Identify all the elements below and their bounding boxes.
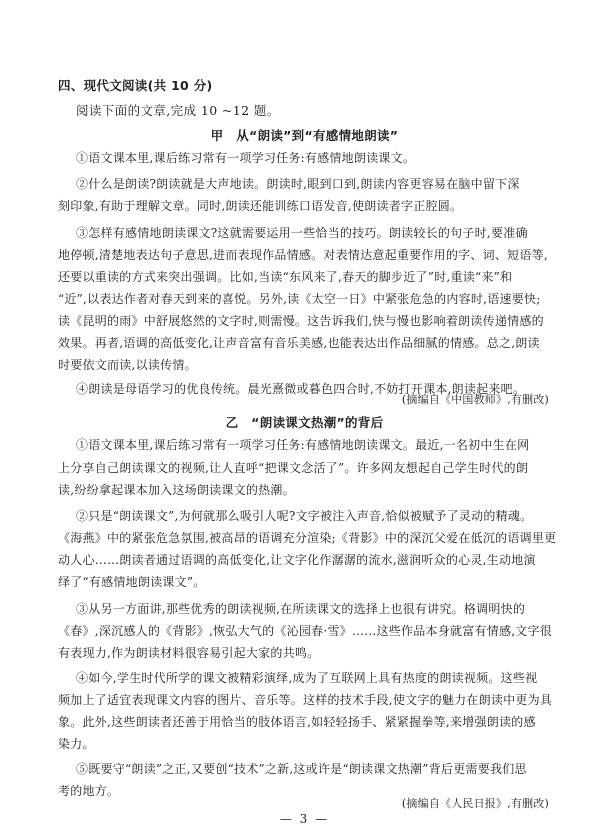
paragraph-line: 读《昆明的雨》中舒展悠然的文字时,则需慢。这告诉我们,快与慢也影响着朗读传递情感的: [58, 314, 544, 328]
paragraph-line: 考的地方。: [58, 784, 120, 798]
article-b-title: 乙 “朗读课文热潮”的背后: [225, 415, 384, 430]
paragraph-line: 频加上了适宜表现课文内容的图片、音乐等。这样的技术手段,使文字的魅力在朗读中更为具: [58, 693, 553, 707]
paragraph-line: ⑤既要守“朗读”之正,又要创“技术”之新,这或许是“朗读课文热潮”背后更需要我们思: [76, 762, 527, 776]
paragraph-line: 有表现力,作为朗读材料很容易引起大家的共鸣。: [58, 646, 320, 660]
article-a-source: (摘编自《中国教师》,有删改): [401, 393, 549, 406]
paragraph-line: ③从另一方面讲,那些优秀的朗读视频,在所读课文的选择上也很有讲究。格调明快的: [76, 602, 526, 616]
paragraph-line: ①语文课本里,课后练习常有一项学习任务:有感情地朗读课文。最近,一名初中生在网: [76, 438, 530, 452]
paragraph-line: ②什么是朗读?朗读就是大声地读。朗读时,眼到口到,朗读内容更容易在脑中留下深: [76, 177, 520, 191]
paragraph-line: 效果。再者,语调的高低变化,让声音富有音乐美感,也能表达出作品细腻的情感。总之,朗读: [58, 336, 540, 350]
paragraph-line: 动人心……朗读者通过语调的高低变化,让文字化作潺潺的流水,滋润听众的心灵,生动地演: [58, 553, 536, 567]
paragraph-line: ④如今,学生时代所学的课文被精彩演绎,成为了互联网上具有热度的朗读视频。这些视: [76, 671, 538, 685]
section-title: 四、现代文阅读(共 10 分): [58, 78, 213, 93]
paragraph-line: 《春》,深沉感人的《背影》,恢弘大气的《沁园春·雪》……这些作品本身就富有情感,文字很: [58, 624, 553, 638]
paragraph-line: ④朗读是母语学习的优良传统。晨光熹微或暮色四合时,不妨打开课本,朗读起来吧。: [76, 382, 526, 396]
paragraph-line: 还要以重读的方式来突出强调。比如,当读“东风来了,春天的脚步近了”时,重读“来”和: [58, 270, 513, 284]
paragraph-line: 上分享自己朗读课文的视频,让人直呼“把课文念活了”。许多网友想起自己学生时代的朗: [58, 461, 529, 475]
paragraph-line: ①语文课本里,课后练习常有一项学习任务:有感情地朗读课文。: [76, 151, 416, 165]
paragraph-line: 时要依文而读,以读传情。: [58, 358, 197, 372]
paragraph-line: 读,纷纷拿起课本加入这场朗读课文的热潮。: [58, 483, 295, 497]
paragraph-line: 刻印象,有助于理解文章。同时,朗读还能训练口语发音,使朗读者字正腔圆。: [58, 199, 463, 213]
page-number: — 3 —: [279, 812, 330, 826]
paragraph-line: ②只是“朗读课文”,为何就那么吸引人呢?文字被注入声音,恰似被赋予了灵动的精魂。: [76, 509, 533, 523]
paragraph-line: 象。此外,这些朗读者还善于用恰当的肢体语言,如轻轻扬手、紧紧握拳等,来增强朗读的感: [58, 715, 536, 729]
paragraph-line: ③怎样有感情地朗读课文?这就需要运用一些恰当的技巧。朗读较长的句子时,要准确: [76, 226, 528, 240]
article-a-title: 甲 从“朗读”到“有感情地朗读”: [210, 128, 399, 143]
paragraph-line: 染力。: [58, 737, 95, 751]
paragraph-line: “近”,以表达作者对春天到来的喜悦。另外,读《太空一日》中紧张危急的内容时,语速要快;: [58, 292, 541, 306]
paragraph-line: 地停顿,清楚地表达句子意思,进而表现作品情感。对表情达意起重要作用的字、词、短语等,: [58, 248, 548, 262]
article-b-source: (摘编自《人民日报》,有删改): [401, 797, 549, 810]
paragraph-line: 《海燕》中的紧张危急氛围,被高昂的语调充分渲染;《背影》中的深沉父爱在低沉的语调里更: [58, 531, 557, 545]
section-instruction: 阅读下面的文章,完成 10 ~12 题。: [76, 103, 280, 118]
paragraph-line: 绎了“有感情地朗读课文”。: [58, 575, 206, 589]
